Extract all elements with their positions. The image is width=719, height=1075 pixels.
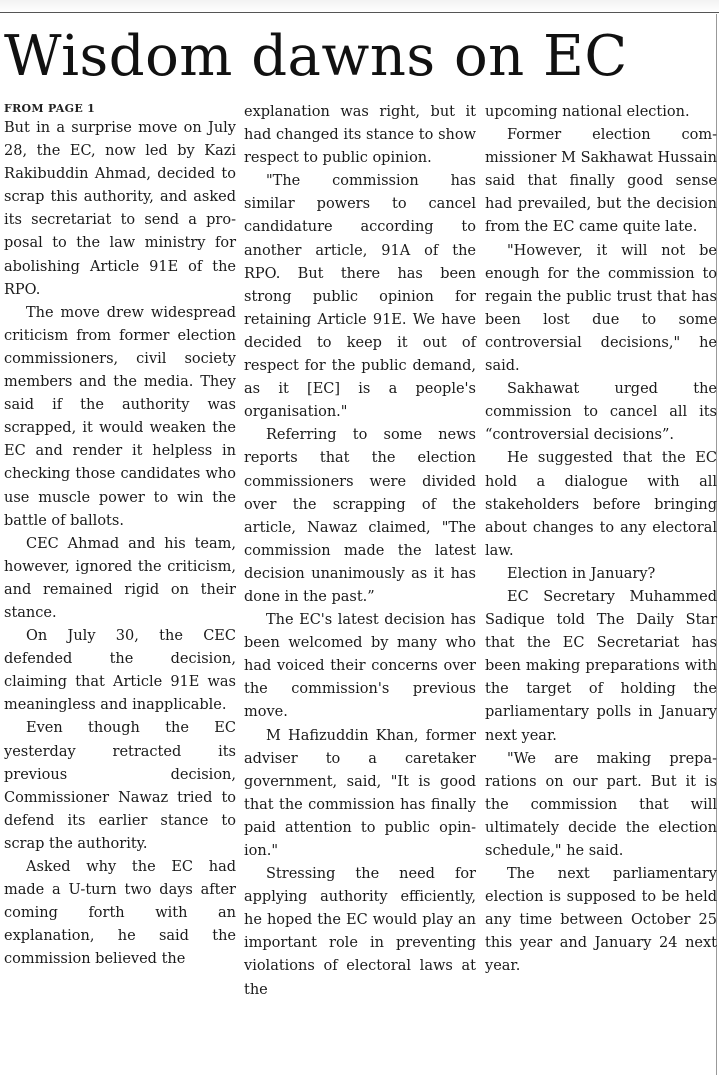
paragraph: But in a surprise move on July 28, the EC, now led by Kazi Rakibuddin Ahmad, decided to scrap this authority, and asked its secretariat to send a proposal to the law ministry for abolishing Article 91E of the RPO. (4, 120, 236, 298)
paragraph: Asked why the EC had made a U-turn two days after coming forth with an explanation, he said the commission believed the (4, 859, 236, 968)
paragraph: EC Secretary Muhammed Sadique told The Daily Star that the EC Secretariat has been making preparations with the target of holding the parliamentary polls in January next year. (485, 588, 717, 744)
paragraph: On July 30, the CEC defended the decision, claiming that Article 91E was meaningless and inapplicable. (4, 628, 236, 714)
paragraph: He suggested that the EC hold a dialogue with all stakeholders before bringing about changes to any electoral law. (485, 450, 717, 559)
paragraph: "We are making preparations on our part. But it is the commission that will ultimately decide the election schedule," he said. (485, 750, 717, 859)
paragraph: Stressing the need for applying authority efficiently, he hoped the EC would play an important role in preventing violations of electoral laws at the (244, 866, 476, 998)
paragraph: The next parliamentary election is supposed to be held any time between October 25 this year and January 24 next year. (485, 866, 717, 975)
paragraph: explanation was right, but it had changed its stance to show respect to public opinion. (244, 104, 476, 167)
top-rule (0, 12, 719, 13)
headline: Wisdom dawns on EC (4, 24, 628, 89)
paragraph: The move drew widespread criticism from former election commissioners, civil society members and the media. They said if the authority was scrapped, it would weaken the EC and render it helpless in checking those candidates who use muscle power to win the battle of ballots. (4, 304, 236, 529)
article-column-3 (485, 101, 717, 979)
paragraph: Even though the EC yesterday retracted its previous decision, Commissioner Nawaz tried to defend its earlier stance to scrap the authority. (4, 720, 236, 852)
paragraph: upcoming national election. (485, 104, 690, 120)
subheading-election-in-january: Election in January? (507, 565, 656, 582)
kicker-from-page-1: FROM PAGE 1 (4, 102, 96, 115)
paragraph: Sakhawat urged the commission to cancel all its “controversial decisions”. (485, 381, 717, 444)
paragraph: M Hafizuddin Khan, former adviser to a caretaker government, said, "It is good that the commission has finally paid attention to public opinion." (244, 727, 476, 859)
paragraph: CEC Ahmad and his team, however, ignored the criticism, and remained rigid on their stance. (4, 535, 236, 621)
paragraph: "However, it will not be enough for the commission to regain the public trust that has been lost due to some controversial decisions," he said. (485, 242, 717, 375)
article-column-2 (244, 101, 476, 1002)
paragraph: Former election commissioner M Sakhawat Hussain said that finally good sense had prevailed, but the decision from the EC came quite late. (485, 127, 717, 236)
paragraph: The EC's latest decision has been welcomed by many who had voiced their concerns over the commission's previous move. (244, 612, 476, 721)
paragraph: "The commission has similar powers to cancel candidature according to another article, 91A of the RPO. But there has been strong public opinion for retaining Article 91E. We have decided to keep it out of respect for the public demand, as it [EC] is a people's organisation." (244, 173, 476, 421)
article-column-1 (4, 101, 236, 971)
page-top-strip (0, 0, 719, 12)
paragraph: Referring to some news reports that the election commissioners were divided over the scrapping of the article, Nawaz claimed, "The commission made the latest decision unanimously as it has done in the past.” (244, 427, 476, 605)
